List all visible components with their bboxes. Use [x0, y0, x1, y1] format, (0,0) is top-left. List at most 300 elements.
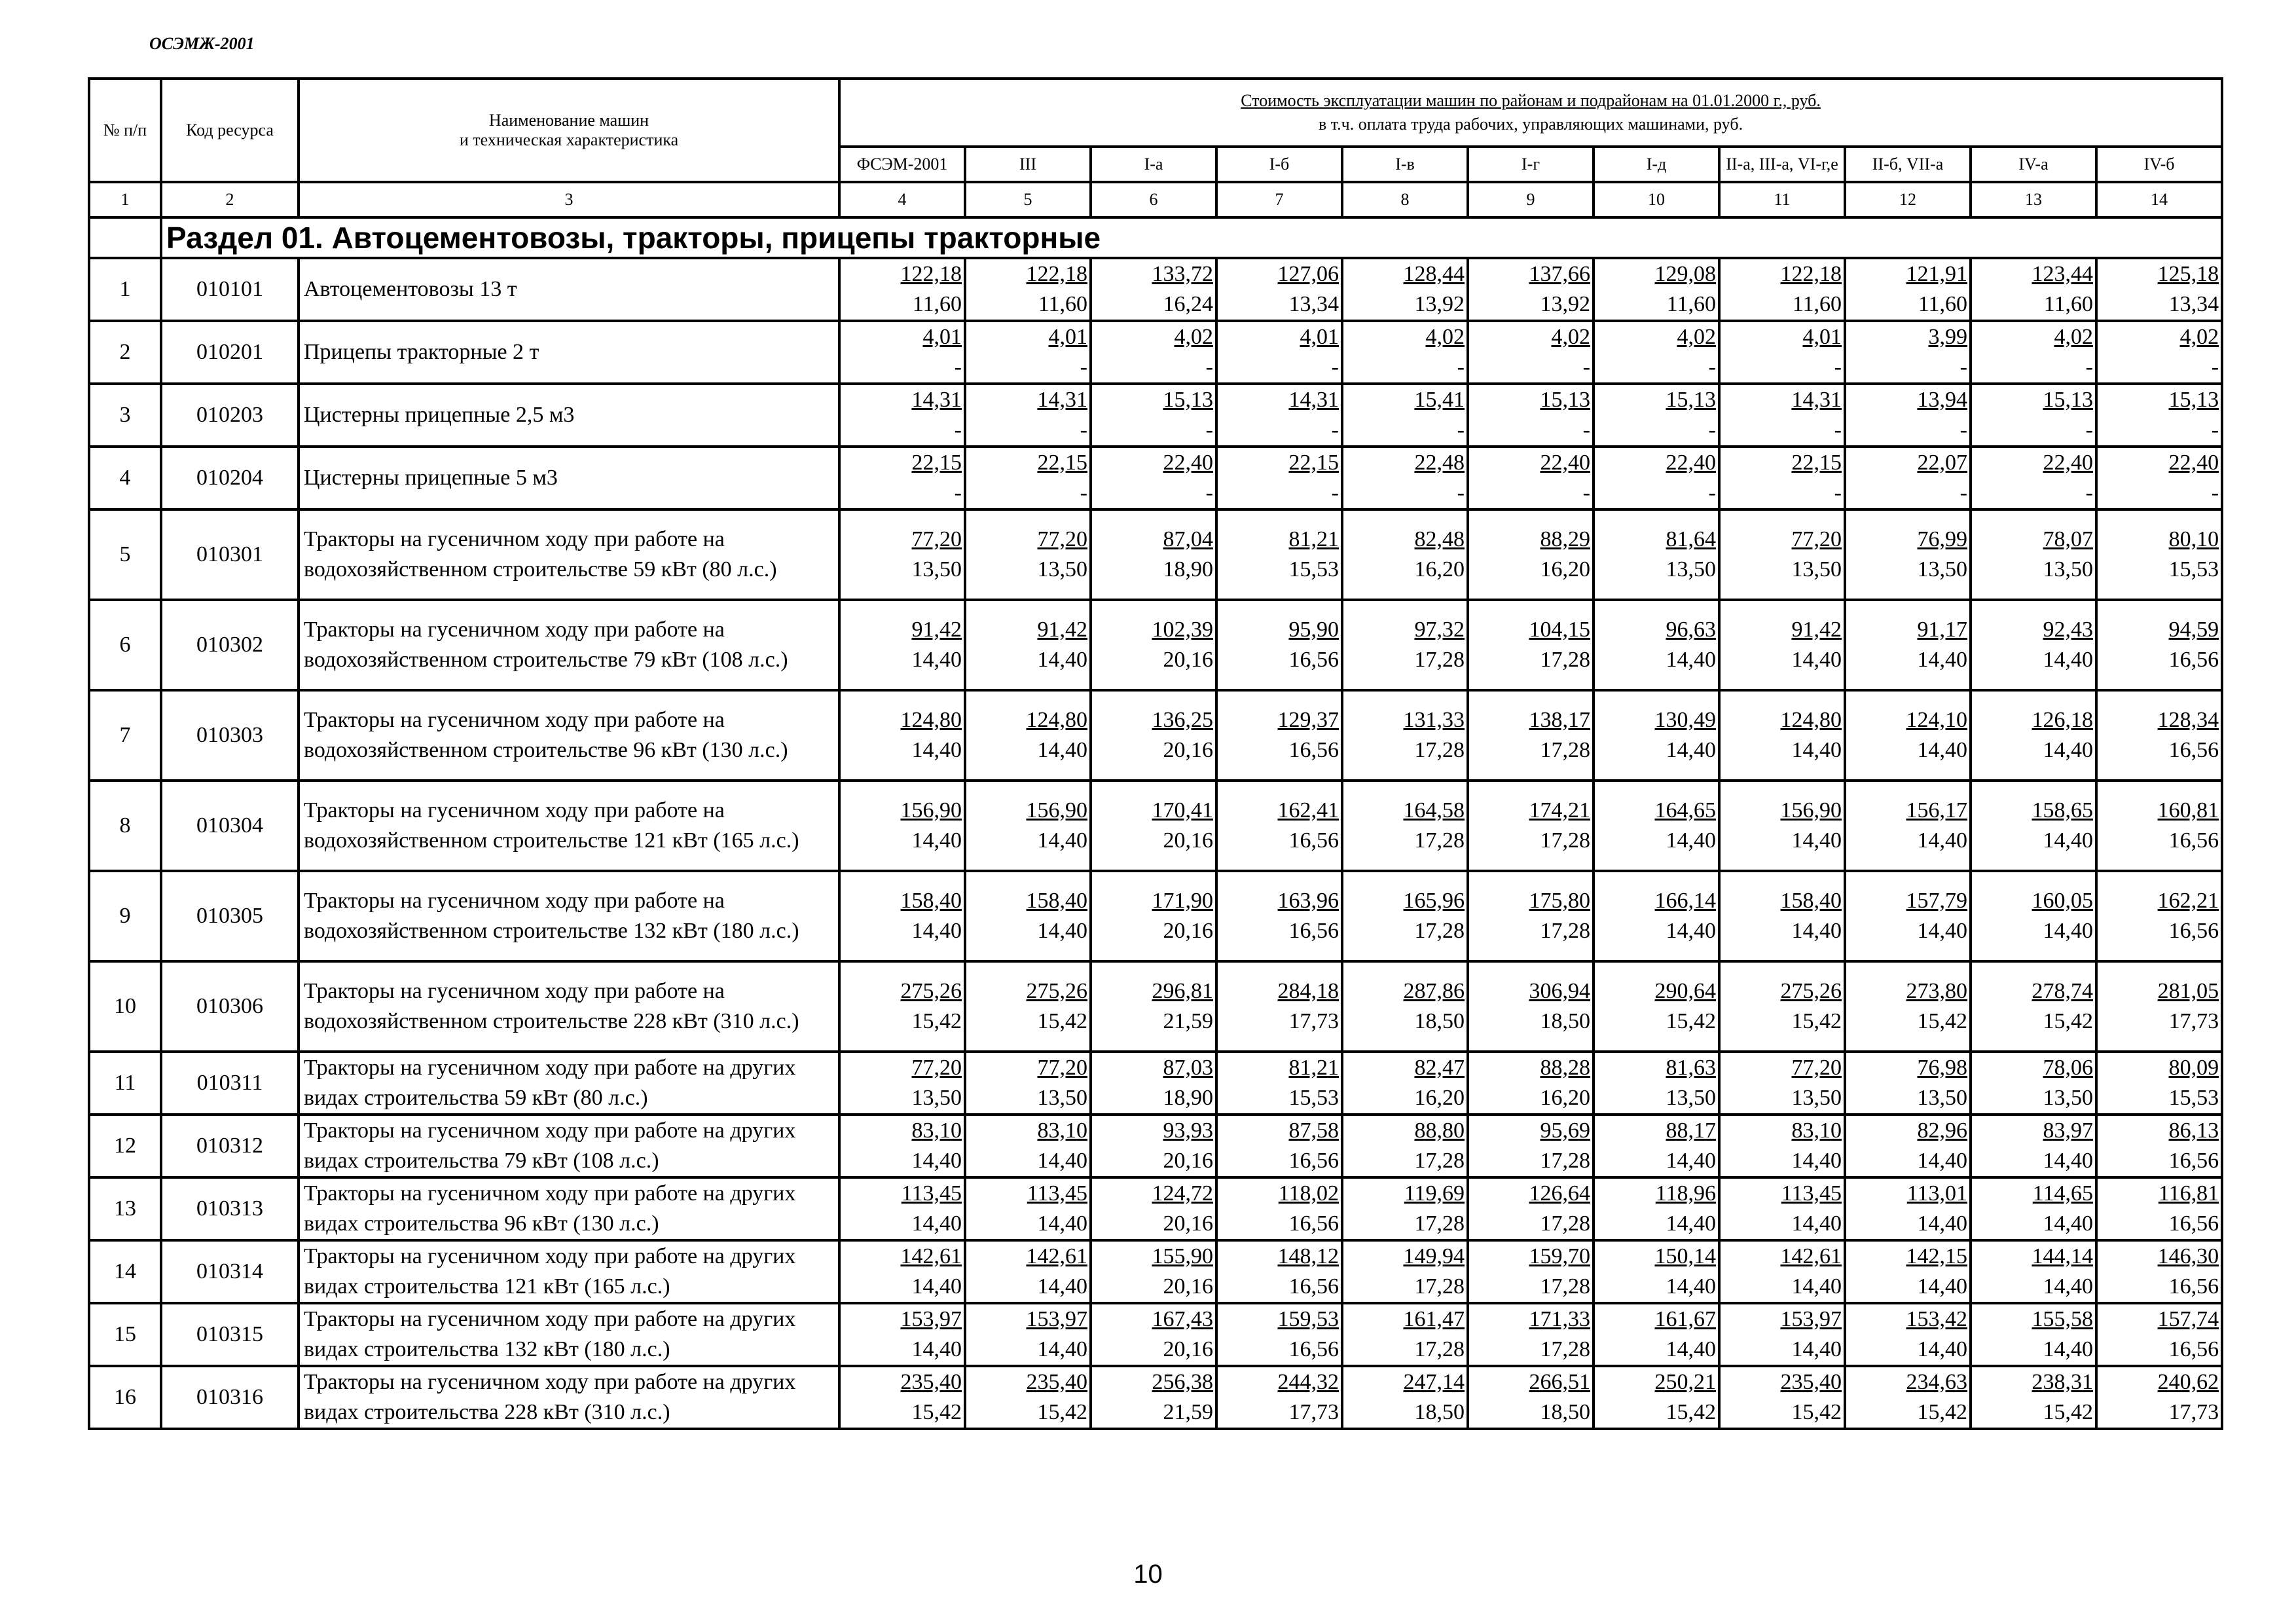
labor-cost: - — [2211, 481, 2219, 505]
labor-cost: 18,50 — [1414, 1400, 1465, 1424]
labor-cost: 17,73 — [2168, 1009, 2219, 1033]
labor-cost: 14,40 — [1791, 648, 1842, 672]
row-number: 1 — [89, 258, 161, 321]
row-number: 5 — [89, 509, 161, 600]
labor-cost: 13,50 — [1791, 557, 1842, 581]
region-header: I-б — [1216, 147, 1342, 182]
resource-code: 010303 — [161, 690, 299, 781]
labor-cost: 14,40 — [1791, 1149, 1842, 1173]
labor-cost: 14,40 — [911, 919, 962, 943]
column-index: 6 — [1091, 182, 1216, 217]
cost-cell — [1719, 781, 1845, 871]
total-cost: 156,90 — [900, 798, 962, 822]
labor-cost: 15,42 — [1666, 1400, 1716, 1424]
total-cost: 4,01 — [1048, 325, 1087, 349]
cost-cell — [1845, 258, 1971, 321]
labor-cost: 14,40 — [2043, 1149, 2093, 1173]
labor-cost: 11,60 — [2043, 292, 2093, 316]
resource-code: 010204 — [161, 447, 299, 509]
labor-cost: 16,56 — [1288, 648, 1339, 672]
labor-cost: 15,42 — [911, 1400, 962, 1424]
labor-cost: - — [1457, 481, 1465, 505]
total-cost: 95,69 — [1540, 1118, 1590, 1143]
total-cost: 80,10 — [2168, 527, 2219, 551]
cost-cell — [1216, 1052, 1342, 1115]
cost-cell — [1845, 384, 1971, 447]
cost-cell — [1845, 961, 1971, 1052]
labor-cost: - — [954, 355, 962, 379]
cost-cell — [839, 321, 965, 384]
cost-cell — [1594, 1177, 1719, 1240]
total-cost: 82,47 — [1414, 1056, 1465, 1080]
labor-cost: 14,40 — [1917, 1149, 1967, 1173]
row-number: 15 — [89, 1303, 161, 1366]
cost-cell — [1342, 1052, 1468, 1115]
machine-name: Цистерны прицепные 5 м3 — [299, 447, 839, 509]
column-index: 5 — [965, 182, 1091, 217]
total-cost: 92,43 — [2043, 618, 2093, 642]
cost-cell — [1091, 1303, 1216, 1366]
cost-cell — [1091, 258, 1216, 321]
labor-cost: 13,50 — [1037, 1086, 1087, 1110]
total-cost: 137,66 — [1529, 262, 1590, 286]
total-cost: 175,80 — [1529, 889, 1590, 913]
cost-cell — [965, 447, 1091, 509]
cost-cell — [1719, 1303, 1845, 1366]
labor-cost: 14,40 — [1666, 1211, 1716, 1236]
cost-cell — [1971, 961, 2096, 1052]
labor-cost: 14,40 — [1917, 1274, 1967, 1299]
labor-cost: 14,40 — [2043, 738, 2093, 762]
total-cost: 144,14 — [2032, 1244, 2093, 1268]
total-cost: 22,15 — [1791, 451, 1842, 475]
total-cost: 15,13 — [2043, 388, 2093, 412]
table-row — [89, 447, 2222, 509]
row-number: 8 — [89, 781, 161, 871]
cost-cell — [2096, 1115, 2222, 1177]
cost-cell — [1845, 1052, 1971, 1115]
labor-cost: 16,56 — [1288, 1274, 1339, 1299]
cost-cell — [839, 1240, 965, 1303]
total-cost: 93,93 — [1163, 1118, 1213, 1143]
cost-cell — [1845, 781, 1971, 871]
total-cost: 4,01 — [1300, 325, 1339, 349]
total-cost: 81,21 — [1288, 527, 1339, 551]
total-cost: 128,44 — [1403, 262, 1465, 286]
total-cost: 164,58 — [1403, 798, 1465, 822]
cost-cell — [839, 961, 965, 1052]
total-cost: 125,18 — [2157, 262, 2219, 286]
cost-cell — [1594, 1366, 1719, 1429]
total-cost: 77,20 — [911, 1056, 962, 1080]
total-cost: 22,07 — [1917, 451, 1967, 475]
labor-cost: 14,40 — [1791, 738, 1842, 762]
total-cost: 171,90 — [1152, 889, 1213, 913]
total-cost: 123,44 — [2032, 262, 2093, 286]
total-cost: 4,02 — [2179, 325, 2219, 349]
labor-cost: 14,40 — [1917, 1337, 1967, 1361]
labor-cost: 13,50 — [1917, 1086, 1967, 1110]
total-cost: 273,80 — [1906, 979, 1967, 1003]
total-cost: 80,09 — [2168, 1056, 2219, 1080]
total-cost: 164,65 — [1654, 798, 1716, 822]
resource-code: 010101 — [161, 258, 299, 321]
total-cost: 91,42 — [1791, 618, 1842, 642]
header-num: № п/п — [89, 79, 161, 182]
labor-cost: 20,16 — [1163, 919, 1213, 943]
total-cost: 113,45 — [1027, 1181, 1087, 1206]
cost-cell — [2096, 781, 2222, 871]
total-cost: 287,86 — [1403, 979, 1465, 1003]
cost-cell — [839, 447, 965, 509]
region-header: ФСЭМ-2001 — [839, 147, 965, 182]
cost-cell — [1719, 384, 1845, 447]
region-header: I-д — [1594, 147, 1719, 182]
header-cost — [839, 79, 2222, 147]
cost-cell — [1091, 1366, 1216, 1429]
labor-cost: 14,40 — [1037, 1337, 1087, 1361]
total-cost: 174,21 — [1529, 798, 1590, 822]
cost-cell — [1342, 871, 1468, 961]
cost-cell — [1594, 509, 1719, 600]
total-cost: 94,59 — [2168, 618, 2219, 642]
row-number: 9 — [89, 871, 161, 961]
total-cost: 234,63 — [1906, 1370, 1967, 1394]
cost-cell — [2096, 384, 2222, 447]
labor-cost: - — [954, 481, 962, 505]
cost-cell — [1719, 871, 1845, 961]
labor-cost: 16,56 — [2168, 1211, 2219, 1236]
total-cost: 22,40 — [1666, 451, 1716, 475]
cost-cell — [965, 690, 1091, 781]
cost-cell — [1971, 1177, 2096, 1240]
cost-cell — [1719, 509, 1845, 600]
cost-cell — [1971, 321, 2096, 384]
document-code: ОСЭМЖ-2001 — [149, 34, 255, 53]
cost-cell — [839, 600, 965, 690]
total-cost: 113,01 — [1906, 1181, 1967, 1206]
cost-cell — [1091, 871, 1216, 961]
cost-cell — [1845, 1115, 1971, 1177]
total-cost: 88,28 — [1540, 1056, 1590, 1080]
labor-cost: 14,40 — [911, 1337, 962, 1361]
total-cost: 158,40 — [1780, 889, 1842, 913]
cost-cell — [1845, 447, 1971, 509]
total-cost: 250,21 — [1654, 1370, 1716, 1394]
cost-cell — [1468, 781, 1594, 871]
machine-name: Тракторы на гусеничном ходу при работе на других видах строительства 228 кВт (310 л.с.) — [299, 1366, 839, 1429]
cost-cell — [1216, 690, 1342, 781]
cost-cell — [1594, 1052, 1719, 1115]
cost-cell — [965, 1366, 1091, 1429]
cost-cell — [1971, 871, 2096, 961]
total-cost: 76,98 — [1917, 1056, 1967, 1080]
cost-cell — [839, 1366, 965, 1429]
cost-cell — [1091, 447, 1216, 509]
total-cost: 167,43 — [1152, 1307, 1213, 1331]
labor-cost: 17,28 — [1540, 1274, 1590, 1299]
resource-code: 010314 — [161, 1240, 299, 1303]
cost-cell — [1594, 690, 1719, 781]
cost-cell — [1342, 690, 1468, 781]
machine-name: Тракторы на гусеничном ходу при работе на других видах строительства 59 кВт (80 л.с.) — [299, 1052, 839, 1115]
cost-cell — [1216, 447, 1342, 509]
cost-cell — [2096, 1366, 2222, 1429]
cost-cell — [1216, 1177, 1342, 1240]
labor-cost: 14,40 — [2043, 828, 2093, 853]
labor-cost: 15,53 — [2168, 557, 2219, 581]
cost-cell — [1594, 600, 1719, 690]
total-cost: 136,25 — [1152, 708, 1213, 732]
cost-cell — [839, 509, 965, 600]
total-cost: 76,99 — [1917, 527, 1967, 551]
total-cost: 131,33 — [1403, 708, 1465, 732]
total-cost: 15,13 — [2168, 388, 2219, 412]
labor-cost: 17,28 — [1540, 648, 1590, 672]
cost-cell — [1091, 600, 1216, 690]
total-cost: 83,10 — [1037, 1118, 1087, 1143]
total-cost: 306,94 — [1529, 979, 1590, 1003]
total-cost: 14,31 — [911, 388, 962, 412]
cost-cell — [1091, 781, 1216, 871]
labor-cost: 14,40 — [911, 1149, 962, 1173]
table-row — [89, 1303, 2222, 1366]
labor-cost: 18,50 — [1540, 1400, 1590, 1424]
cost-cell — [1091, 321, 1216, 384]
cost-cell — [1468, 1177, 1594, 1240]
total-cost: 78,07 — [2043, 527, 2093, 551]
machine-name: Тракторы на гусеничном ходу при работе на водохозяйственном строительстве 228 кВт (310 л.с.) — [299, 961, 839, 1052]
table-row — [89, 781, 2222, 871]
labor-cost: 14,40 — [911, 1274, 962, 1299]
machine-name: Прицепы тракторные 2 т — [299, 321, 839, 384]
region-header: I-г — [1468, 147, 1594, 182]
cost-cell — [1971, 1240, 2096, 1303]
total-cost: 15,13 — [1163, 388, 1213, 412]
total-cost: 88,17 — [1666, 1118, 1716, 1143]
labor-cost: - — [1080, 355, 1087, 379]
table-row — [89, 1240, 2222, 1303]
labor-cost: - — [1708, 418, 1716, 442]
labor-cost: 18,90 — [1163, 1086, 1213, 1110]
cost-cell — [1216, 1366, 1342, 1429]
total-cost: 129,37 — [1277, 708, 1339, 732]
labor-cost: 20,16 — [1163, 1149, 1213, 1173]
cost-cell — [1594, 1240, 1719, 1303]
labor-cost: 15,42 — [1917, 1009, 1967, 1033]
cost-cell — [1342, 1115, 1468, 1177]
cost-cell — [965, 384, 1091, 447]
table-row — [89, 321, 2222, 384]
labor-cost: 14,40 — [1666, 1149, 1716, 1173]
cost-cell — [839, 690, 965, 781]
row-number: 7 — [89, 690, 161, 781]
resource-code: 010316 — [161, 1366, 299, 1429]
labor-cost: 17,28 — [1414, 738, 1465, 762]
cost-cell — [1468, 1303, 1594, 1366]
labor-cost: - — [1205, 355, 1213, 379]
total-cost: 15,13 — [1540, 388, 1590, 412]
cost-cell — [1216, 1115, 1342, 1177]
total-cost: 133,72 — [1152, 262, 1213, 286]
cost-cell — [1468, 1052, 1594, 1115]
cost-cell — [1594, 1303, 1719, 1366]
labor-cost: 17,28 — [1414, 1211, 1465, 1236]
labor-cost: 13,50 — [2043, 557, 2093, 581]
row-number: 10 — [89, 961, 161, 1052]
labor-cost: 16,20 — [1540, 1086, 1590, 1110]
labor-cost: 13,50 — [1917, 557, 1967, 581]
labor-cost: 14,40 — [1037, 648, 1087, 672]
total-cost: 170,41 — [1152, 798, 1213, 822]
column-index: 3 — [299, 182, 839, 217]
labor-cost: 14,40 — [911, 648, 962, 672]
cost-cell — [1216, 509, 1342, 600]
labor-cost: 17,28 — [1540, 828, 1590, 853]
region-header: I-в — [1342, 147, 1468, 182]
total-cost: 266,51 — [1529, 1370, 1590, 1394]
total-cost: 22,40 — [2043, 451, 2093, 475]
cost-cell — [1216, 871, 1342, 961]
resource-code: 010312 — [161, 1115, 299, 1177]
total-cost: 87,03 — [1163, 1056, 1213, 1080]
total-cost: 91,42 — [911, 618, 962, 642]
section-spacer — [89, 217, 161, 258]
labor-cost: 17,28 — [1540, 919, 1590, 943]
table-row — [89, 1115, 2222, 1177]
total-cost: 296,81 — [1152, 979, 1213, 1003]
cost-cell — [965, 1177, 1091, 1240]
total-cost: 127,06 — [1277, 262, 1339, 286]
row-number: 6 — [89, 600, 161, 690]
machine-name: Тракторы на гусеничном ходу при работе на водохозяйственном строительстве 121 кВт (165 л.с.) — [299, 781, 839, 871]
labor-cost: 14,40 — [2043, 1337, 2093, 1361]
total-cost: 238,31 — [2032, 1370, 2093, 1394]
total-cost: 91,42 — [1037, 618, 1087, 642]
labor-cost: 17,28 — [1414, 648, 1465, 672]
total-cost: 119,69 — [1404, 1181, 1465, 1206]
labor-cost: 14,40 — [1917, 738, 1967, 762]
labor-cost: 17,28 — [1540, 1149, 1590, 1173]
row-number: 4 — [89, 447, 161, 509]
labor-cost: - — [1331, 418, 1339, 442]
labor-cost: 13,50 — [2043, 1086, 2093, 1110]
cost-cell — [1468, 600, 1594, 690]
labor-cost: 16,20 — [1540, 557, 1590, 581]
cost-cell — [839, 781, 965, 871]
cost-cell — [1342, 1366, 1468, 1429]
labor-cost: 16,56 — [1288, 919, 1339, 943]
labor-cost: 14,40 — [1917, 828, 1967, 853]
labor-cost: 11,60 — [1666, 292, 1716, 316]
total-cost: 81,21 — [1288, 1056, 1339, 1080]
cost-cell — [1845, 1366, 1971, 1429]
cost-cell — [1468, 384, 1594, 447]
total-cost: 275,26 — [1026, 979, 1087, 1003]
total-cost: 88,80 — [1414, 1118, 1465, 1143]
labor-cost: 14,40 — [1791, 1211, 1842, 1236]
labor-cost: 16,56 — [2168, 1337, 2219, 1361]
cost-cell — [1719, 447, 1845, 509]
total-cost: 15,13 — [1666, 388, 1716, 412]
total-cost: 162,21 — [2157, 889, 2219, 913]
resource-code: 010301 — [161, 509, 299, 600]
table-row — [89, 384, 2222, 447]
labor-cost: 15,53 — [1288, 557, 1339, 581]
labor-cost: 14,40 — [1037, 919, 1087, 943]
cost-cell — [1845, 509, 1971, 600]
total-cost: 146,30 — [2157, 1244, 2219, 1268]
labor-cost: 13,50 — [911, 1086, 962, 1110]
region-header: II-а, III-а, VI-г,е — [1719, 147, 1845, 182]
cost-cell — [1719, 1177, 1845, 1240]
total-cost: 95,90 — [1288, 618, 1339, 642]
labor-cost: 17,28 — [1414, 1337, 1465, 1361]
labor-cost: 14,40 — [1791, 1337, 1842, 1361]
total-cost: 4,02 — [1174, 325, 1213, 349]
cost-cell — [1719, 690, 1845, 781]
resource-code: 010302 — [161, 600, 299, 690]
cost-cell — [965, 781, 1091, 871]
labor-cost: 17,73 — [1288, 1400, 1339, 1424]
total-cost: 153,42 — [1906, 1307, 1967, 1331]
labor-cost: 14,40 — [1791, 919, 1842, 943]
cost-cell — [1342, 961, 1468, 1052]
cost-cell — [1594, 321, 1719, 384]
labor-cost: - — [1834, 481, 1842, 505]
total-cost: 142,61 — [900, 1244, 962, 1268]
cost-cell — [1216, 1303, 1342, 1366]
total-cost: 4,01 — [922, 325, 962, 349]
cost-cell — [1594, 447, 1719, 509]
cost-cell — [1091, 1052, 1216, 1115]
labor-cost: 13,50 — [1666, 1086, 1716, 1110]
machine-name: Автоцементовозы 13 т — [299, 258, 839, 321]
labor-cost: 16,24 — [1163, 292, 1213, 316]
labor-cost: 13,50 — [911, 557, 962, 581]
labor-cost: - — [1080, 481, 1087, 505]
total-cost: 4,02 — [1425, 325, 1465, 349]
labor-cost: - — [2085, 355, 2093, 379]
labor-cost: 16,56 — [1288, 1211, 1339, 1236]
total-cost: 165,96 — [1403, 889, 1465, 913]
cost-cell — [1594, 384, 1719, 447]
cost-cell — [839, 1177, 965, 1240]
cost-cell — [1216, 1240, 1342, 1303]
resource-code: 010313 — [161, 1177, 299, 1240]
cost-cell — [1091, 961, 1216, 1052]
labor-cost: - — [1708, 355, 1716, 379]
column-index: 2 — [161, 182, 299, 217]
region-header: IV-б — [2096, 147, 2222, 182]
row-number: 3 — [89, 384, 161, 447]
total-cost: 22,40 — [1163, 451, 1213, 475]
cost-cell — [1971, 384, 2096, 447]
labor-cost: - — [1834, 355, 1842, 379]
total-cost: 126,18 — [2032, 708, 2093, 732]
cost-cell — [2096, 961, 2222, 1052]
total-cost: 162,41 — [1277, 798, 1339, 822]
total-cost: 124,80 — [900, 708, 962, 732]
labor-cost: 14,40 — [1917, 648, 1967, 672]
total-cost: 4,01 — [1802, 325, 1842, 349]
labor-cost: 11,60 — [912, 292, 962, 316]
row-number: 14 — [89, 1240, 161, 1303]
total-cost: 166,14 — [1654, 889, 1716, 913]
cost-cell — [1594, 961, 1719, 1052]
labor-cost: 17,73 — [1288, 1009, 1339, 1033]
table-row — [89, 871, 2222, 961]
